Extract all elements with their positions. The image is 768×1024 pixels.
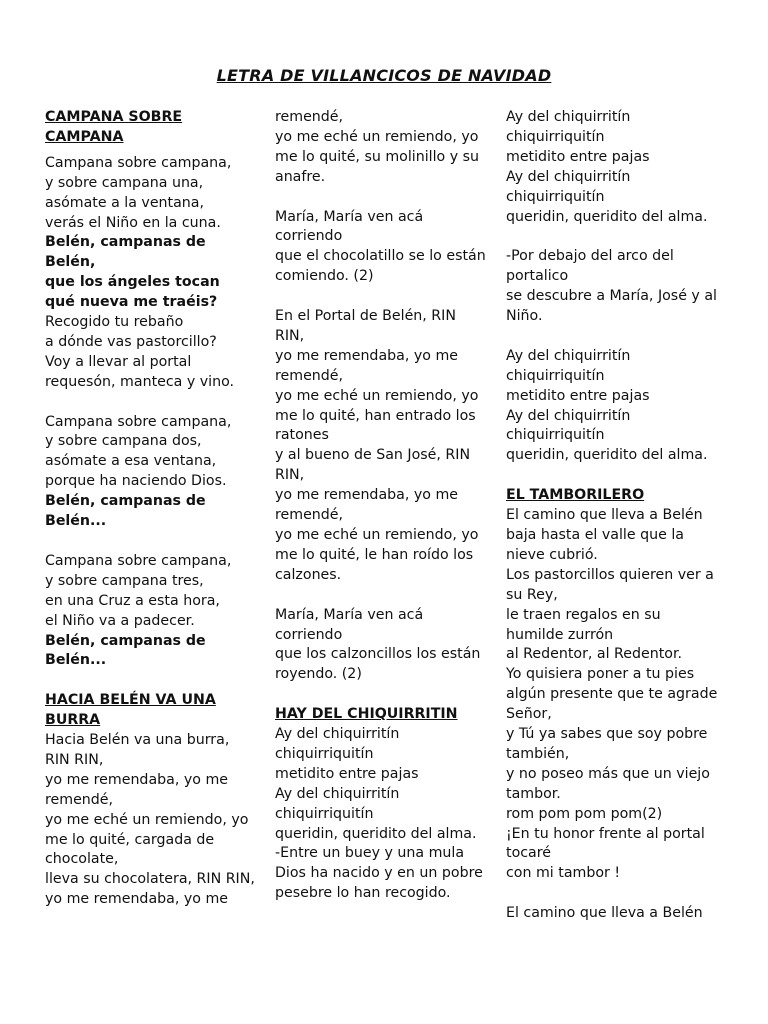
lyric-line: chiquirriquitín — [275, 805, 374, 822]
lyric-line: RIN, — [275, 467, 305, 484]
lyric-line: al Redentor, al Redentor. — [506, 646, 683, 663]
blank-line — [506, 327, 724, 347]
lyric-line: Señor, — [506, 706, 552, 723]
lyric-line: yo me eché un remiendo, yo — [45, 811, 249, 828]
lyric-line: Campana sobre campana, — [45, 154, 232, 171]
lyric-line: Ay del chiquirritín — [506, 168, 631, 185]
lyric-line: Niño. — [506, 308, 543, 325]
lyric-line: chiquirriquitín — [506, 427, 605, 444]
lyric-line: RIN RIN, — [45, 751, 104, 768]
lyric-line: le traen regalos en su — [506, 606, 661, 623]
lyric-line: Los pastorcillos quieren ver a — [506, 566, 714, 583]
lyric-line: me lo quité, han entrado los — [275, 407, 476, 424]
lyric-line: yo me eché un remiendo, yo — [275, 387, 479, 404]
lyric-line: baja hasta el valle que la — [506, 526, 684, 543]
lyric-line: Recogido tu rebaño — [45, 314, 184, 331]
lyric-line: remendé, — [275, 109, 344, 125]
lyric-line: Ay del chiquirritín — [506, 347, 631, 364]
lyric-line: se descubre a María, José y al — [506, 288, 717, 305]
song-heading: EL TAMBORILERO — [506, 487, 645, 504]
blank-line — [45, 393, 263, 413]
lyric-line: Campana sobre campana, — [45, 552, 232, 569]
lyric-line: chiquirriquitín — [506, 128, 605, 145]
chorus-line: qué nueva me traéis? — [45, 294, 218, 311]
lyric-line: remendé, — [275, 507, 344, 524]
lyric-line: que el chocolatillo se lo están — [275, 248, 486, 265]
chorus-line: Belén... — [45, 513, 107, 530]
lyric-line: me lo quité, le han roído los — [275, 546, 474, 563]
lyric-line: Ay del chiquirritín — [506, 109, 631, 125]
song-heading: CAMPANA SOBRE — [45, 109, 183, 125]
lyric-line: chiquirriquitín — [275, 745, 374, 762]
lyric-line: comiendo. (2) — [275, 268, 374, 285]
chorus-line: Belén, — [45, 254, 96, 271]
lyrics-column-1 — [45, 108, 263, 910]
lyric-line: queridin, queridito del alma. — [275, 825, 477, 842]
lyric-line: El camino que lleva a Belén — [506, 905, 703, 922]
lyric-line: y sobre campana dos, — [45, 433, 202, 450]
lyric-line: remendé, — [275, 367, 344, 384]
lyric-line: porque ha naciendo Dios. — [45, 473, 227, 490]
lyric-line: en una Cruz a esta hora, — [45, 592, 220, 609]
lyric-line: remendé, — [45, 791, 114, 808]
chorus-line: Belén, campanas de — [45, 632, 206, 649]
chorus-line: que los ángeles tocan — [45, 274, 220, 291]
lyric-line: chocolate, — [45, 851, 119, 868]
lyric-line: Ay del chiquirritín — [275, 785, 400, 802]
lyric-line: calzones. — [275, 566, 342, 583]
lyric-line: anafre. — [275, 168, 326, 185]
lyric-line: yo me remendaba, yo me — [275, 347, 458, 364]
lyric-line: y sobre campana una, — [45, 174, 204, 191]
lyric-line: En el Portal de Belén, RIN — [275, 308, 456, 325]
lyric-line: humilde zurrón — [506, 626, 614, 643]
lyric-line: queridin, queridito del alma. — [506, 208, 708, 225]
chorus-line: Belén, campanas de — [45, 493, 206, 510]
document-title: LETRA DE VILLANCICOS DE NAVIDAD — [216, 66, 552, 85]
lyric-line: yo me eché un remiendo, yo — [275, 527, 479, 543]
song-heading: HACIA BELÉN VA UNA — [45, 692, 216, 709]
lyric-line: corriendo — [275, 626, 343, 643]
lyric-line: me lo quité, cargada de — [45, 831, 215, 848]
lyric-line: Dios ha nacido y en un pobre — [275, 865, 483, 882]
lyric-line: pesebre lo han recogido. — [275, 885, 451, 902]
lyric-line: también, — [506, 745, 570, 762]
lyric-line: tocaré — [506, 845, 551, 862]
lyric-line: verás el Niño en la cuna. — [45, 214, 221, 231]
lyric-line: yo me remendaba, yo me — [45, 771, 228, 788]
lyric-line: royendo. (2) — [275, 666, 362, 683]
blank-line — [506, 227, 724, 247]
lyric-line: algún presente que te agrade — [506, 686, 718, 703]
lyric-line: tambor. — [506, 785, 561, 802]
lyric-line: yo me remendaba, yo me — [45, 891, 228, 908]
song-heading: BURRA — [45, 712, 101, 729]
lyric-line: corriendo — [275, 228, 343, 245]
lyric-line: y Tú ya sabes que soy pobre — [506, 726, 708, 743]
blank-line — [275, 685, 493, 705]
chorus-line: Belén... — [45, 652, 107, 669]
blank-line — [275, 586, 493, 606]
blank-line — [45, 532, 263, 552]
lyric-line: el Niño va a padecer. — [45, 612, 195, 629]
blank-line — [45, 671, 263, 691]
lyric-line: chiquirriquitín — [506, 367, 605, 384]
lyric-line: ratones — [275, 427, 329, 444]
lyric-line: María, María ven acá — [275, 208, 424, 225]
lyric-line: Ay del chiquirritín — [275, 726, 400, 743]
lyric-line: asómate a la ventana, — [45, 194, 204, 211]
lyric-line: metidito entre pajas — [506, 387, 650, 404]
song-heading: HAY DEL CHIQUIRRITIN — [275, 706, 458, 723]
lyric-line: metidito entre pajas — [275, 765, 419, 782]
lyric-line: Voy a llevar al portal — [45, 353, 192, 370]
lyric-line: Campana sobre campana, — [45, 413, 232, 430]
lyric-line: lleva su chocolatera, RIN RIN, — [45, 871, 255, 888]
lyric-line: yo me remendaba, yo me — [275, 487, 458, 504]
lyric-line: María, María ven acá — [275, 606, 424, 623]
lyric-line: -Entre un buey y una mula — [275, 845, 465, 862]
lyric-line: nieve cubrió. — [506, 546, 598, 563]
blank-line — [275, 188, 493, 208]
lyrics-column-3 — [506, 108, 724, 924]
lyric-line: su Rey, — [506, 586, 558, 603]
blank-line — [275, 287, 493, 307]
lyric-line: a dónde vas pastorcillo? — [45, 333, 217, 350]
lyric-line: RIN, — [275, 327, 305, 344]
lyric-line: yo me eché un remiendo, yo — [275, 128, 479, 145]
chorus-line: Belén, campanas de — [45, 234, 206, 251]
lyrics-column-2 — [275, 108, 493, 904]
lyric-line: y no poseo más que un viejo — [506, 765, 710, 782]
lyric-line: con mi tambor ! — [506, 865, 621, 882]
lyric-line: -Por debajo del arco del — [506, 248, 674, 265]
lyric-line: que los calzoncillos los están — [275, 646, 481, 663]
blank-line — [506, 884, 724, 904]
lyric-line: Ay del chiquirritín — [506, 407, 631, 424]
lyric-line: ¡En tu honor frente al portal — [506, 825, 705, 842]
lyric-line: me lo quité, su molinillo y su — [275, 148, 480, 165]
lyric-line: chiquirriquitín — [506, 188, 605, 205]
lyric-line: portalico — [506, 268, 569, 285]
lyric-line: Yo quisiera poner a tu pies — [506, 666, 695, 683]
lyric-line: y sobre campana tres, — [45, 572, 204, 589]
lyric-line: rom pom pom pom(2) — [506, 805, 663, 822]
lyric-line: y al bueno de San José, RIN — [275, 447, 471, 464]
lyric-line: El camino que lleva a Belén — [506, 507, 703, 524]
lyric-line: requesón, manteca y vino. — [45, 373, 235, 390]
song-heading: CAMPANA — [45, 128, 124, 145]
lyric-line: metidito entre pajas — [506, 148, 650, 165]
lyric-line: queridin, queridito del alma. — [506, 447, 708, 464]
lyric-line: Hacia Belén va una burra, — [45, 732, 230, 749]
blank-line — [506, 466, 724, 486]
lyric-line: asómate a esa ventana, — [45, 453, 217, 470]
